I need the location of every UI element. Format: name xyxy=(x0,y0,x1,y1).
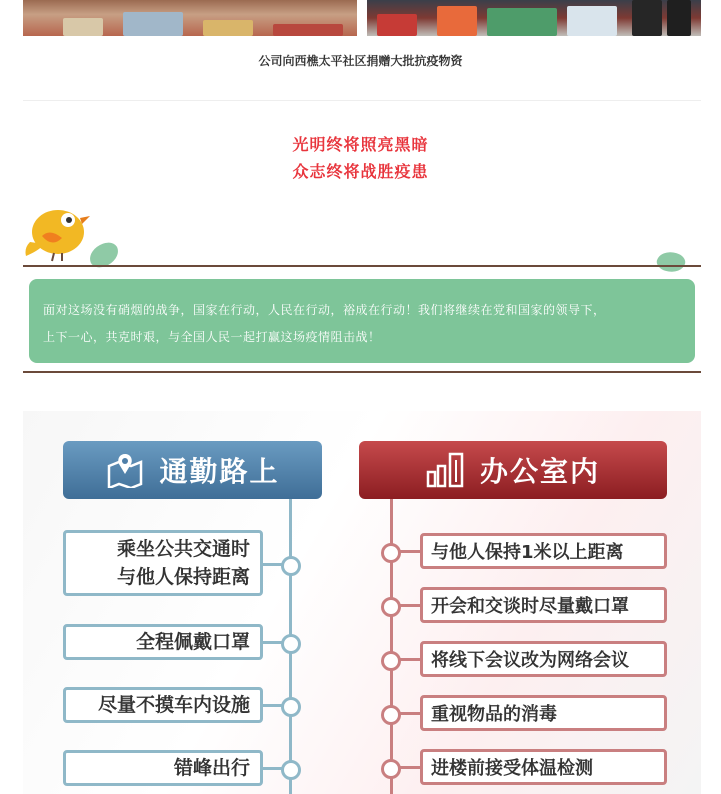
donation-photo-right xyxy=(367,0,701,36)
divider-line xyxy=(23,371,701,373)
office-tip: 进楼前接受体温检测 xyxy=(420,749,667,785)
connector xyxy=(263,767,283,770)
timeline-node xyxy=(281,634,301,654)
office-tip: 将线下会议改为网络会议 xyxy=(420,641,667,677)
office-title: 办公室内 xyxy=(479,455,600,488)
office-header xyxy=(359,441,667,499)
message-box xyxy=(29,279,695,363)
commute-tip-line: 尽量不摸车内设施 xyxy=(97,694,250,716)
slogan-line-1: 光明终将照亮黑暗 xyxy=(292,135,429,154)
slogan-line-2: 众志终将战胜疫患 xyxy=(292,162,429,181)
timeline-node xyxy=(381,759,401,779)
timeline-node xyxy=(281,697,301,717)
prevention-infographic xyxy=(23,411,701,794)
commute-tip-line: 全程佩戴口罩 xyxy=(135,631,250,653)
connector xyxy=(398,658,420,661)
photo-caption: 公司向西樵太平社区捐赠大批抗疫物资 xyxy=(258,54,463,68)
commute-title: 通勤路上 xyxy=(159,455,280,488)
divider-line xyxy=(23,265,701,267)
connector xyxy=(398,604,420,607)
timeline-node xyxy=(381,597,401,617)
commute-tip xyxy=(63,624,263,660)
connector xyxy=(263,641,283,644)
commute-tip xyxy=(63,530,263,596)
map-pin-icon xyxy=(105,452,145,488)
connector xyxy=(263,704,283,707)
commute-tip xyxy=(63,750,263,786)
office-tip: 重视物品的消毒 xyxy=(420,695,667,731)
connector xyxy=(263,563,283,566)
office-tip: 开会和交谈时尽量戴口罩 xyxy=(420,587,667,623)
connector xyxy=(398,766,420,769)
bird-icon xyxy=(22,198,92,262)
office-tip: 与他人保持1米以上距离 xyxy=(420,533,667,569)
commute-tip xyxy=(63,687,263,723)
commute-tip-line: 错峰出行 xyxy=(173,757,250,779)
timeline-node xyxy=(381,543,401,563)
message-line-2: 上下一心，共克时艰，与全国人民一起打赢这场疫情阻击战！ xyxy=(43,330,381,344)
connector xyxy=(398,550,420,553)
timeline-node xyxy=(381,651,401,671)
timeline-node xyxy=(381,705,401,725)
message-line-1: 面对这场没有硝烟的战争，国家在行动，人民在行动，裕成在行动！我们将继续在党和国家的领导下， xyxy=(43,303,606,317)
timeline-node xyxy=(281,556,301,576)
connector xyxy=(398,712,420,715)
donation-photo-left xyxy=(23,0,357,36)
timeline-node xyxy=(281,760,301,780)
building-icon xyxy=(426,452,466,488)
leaf-icon xyxy=(655,249,687,276)
divider xyxy=(23,100,701,101)
commute-header xyxy=(63,441,322,499)
commute-tip-line: 与他人保持距离 xyxy=(116,566,250,588)
commute-tip-line: 乘坐公共交通时 xyxy=(116,538,250,560)
